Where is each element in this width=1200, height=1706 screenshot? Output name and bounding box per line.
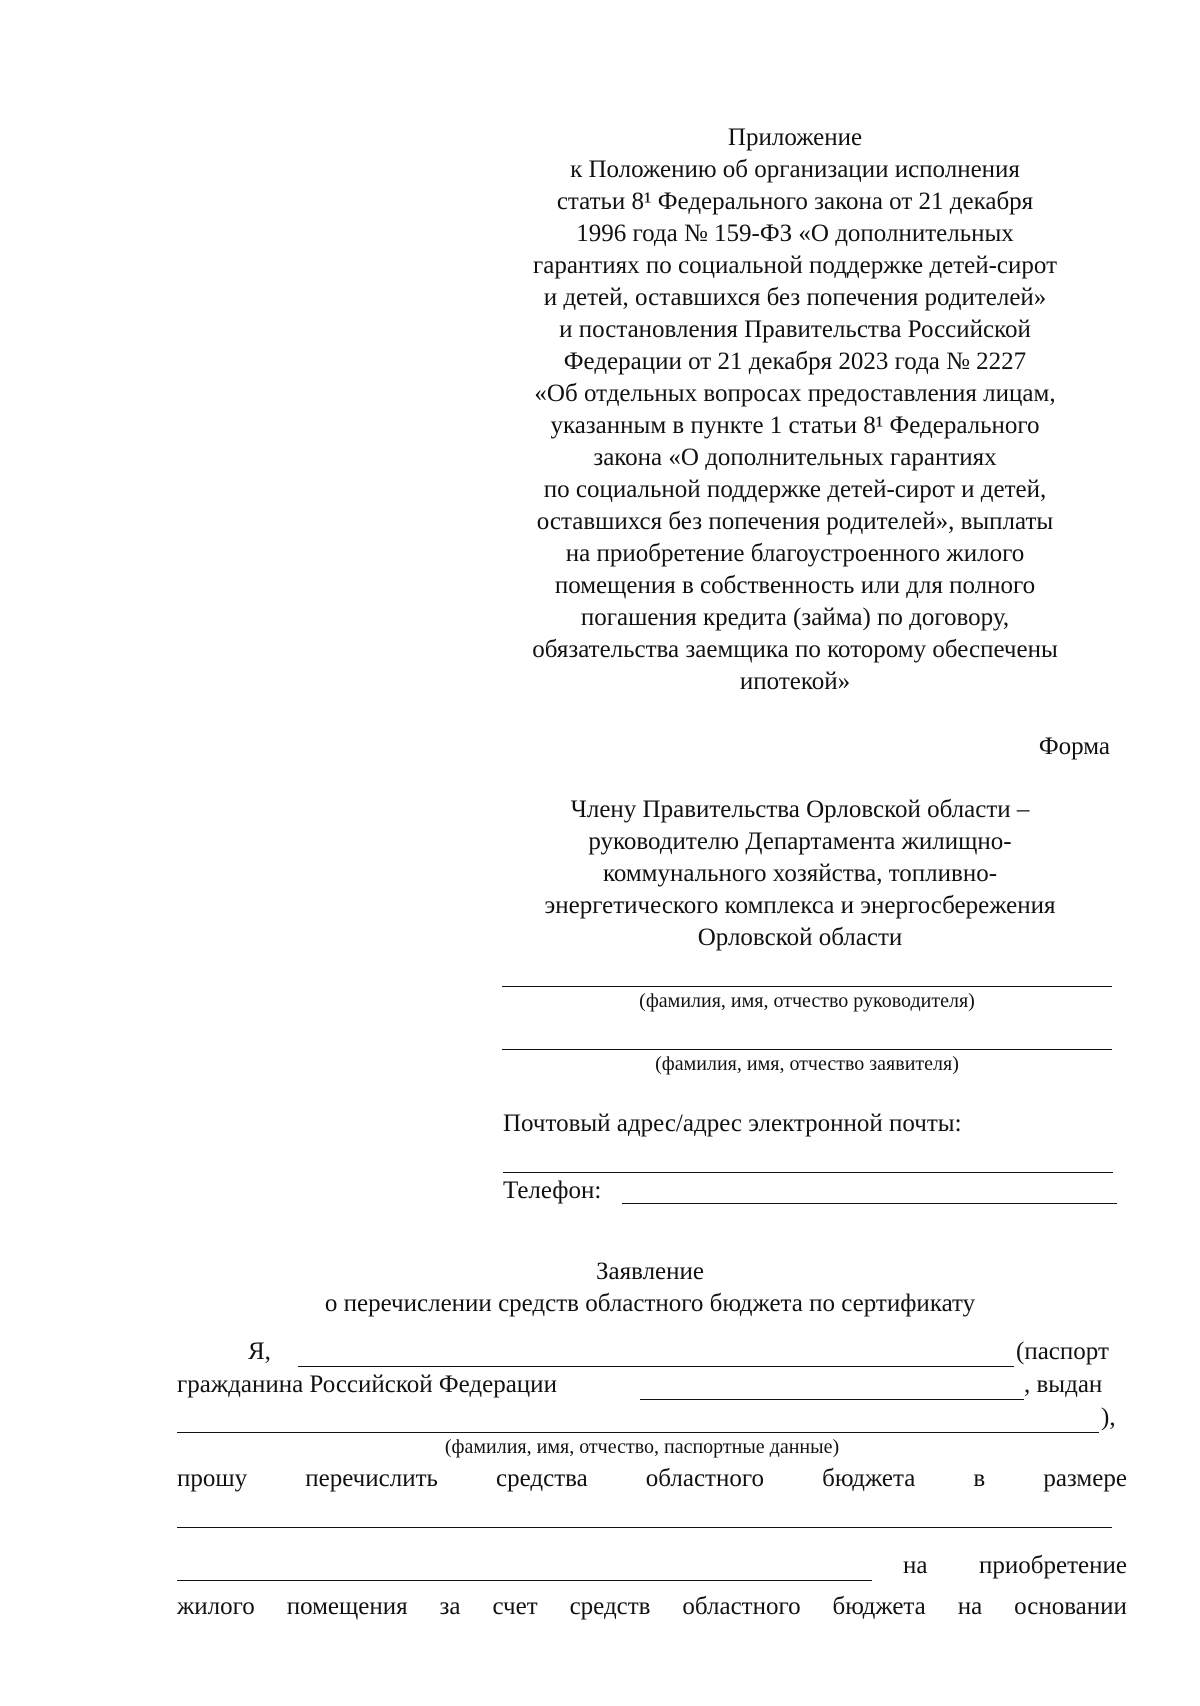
statement-line-3-end: ),: [1101, 1404, 1116, 1431]
word: бюджета: [822, 1465, 916, 1492]
appendix-line: гарантиях по социальной поддержке детей-сирот: [532, 252, 1057, 279]
addressee-line: Орловской области: [697, 924, 903, 951]
word: средств: [569, 1593, 651, 1620]
appendix-line: 1996 года № 159-ФЗ «О дополнительных: [576, 220, 1014, 247]
word: размере: [1043, 1465, 1127, 1492]
appendix-line: помещения в собственность или для полного: [554, 572, 1036, 599]
statement-line-7: [177, 1593, 1127, 1621]
word: на: [903, 1552, 928, 1579]
addressee-line: Члену Правительства Орловской области –: [570, 796, 1030, 823]
head-name-blank[interactable]: [502, 986, 1112, 987]
statement-line-1-end: (паспорт: [1016, 1338, 1109, 1365]
addressee-line: энергетического комплекса и энергосбережения: [544, 892, 1056, 919]
appendix-line: и детей, оставшихся без попечения родителей»: [543, 284, 1047, 311]
word: помещения: [286, 1593, 408, 1620]
word: на: [957, 1593, 983, 1620]
appendix-line: по социальной поддержке детей-сирот и детей,: [543, 476, 1047, 503]
addressee-line: руководителю Департамента жилищно-: [588, 828, 1012, 855]
word: счет: [492, 1593, 538, 1620]
word: приобретение: [979, 1552, 1127, 1579]
appendix-line: оставшихся без попечения родителей», выплаты: [536, 508, 1054, 535]
head-name-caption: (фамилия, имя, отчество руководителя): [639, 990, 975, 1012]
phone-blank[interactable]: [622, 1203, 1117, 1204]
appendix-line: закона «О дополнительных гарантиях: [593, 444, 997, 471]
amount-blank[interactable]: [177, 1527, 1112, 1528]
statement-line-4: [177, 1465, 1127, 1493]
word: основании: [1014, 1593, 1127, 1620]
word: прошу: [177, 1465, 248, 1492]
applicant-name-caption: (фамилия, имя, отчество заявителя): [655, 1053, 959, 1075]
appendix-line: «Об отдельных вопросах предоставления лицам,: [534, 380, 1056, 407]
statement-subtitle: о перечислении средств областного бюджета по сертификату: [324, 1290, 976, 1317]
addressee-block: [495, 794, 1105, 954]
appendix-line: на приобретение благоустроенного жилого: [565, 540, 1025, 567]
passport-data-caption: (фамилия, имя, отчество, паспортные данные): [444, 1436, 840, 1458]
appendix-line: обязательства заемщика по которому обеспечены: [532, 636, 1058, 663]
word: жилого: [177, 1593, 255, 1620]
word: средства: [496, 1465, 588, 1492]
appendix-line: статьи 8¹ Федерального закона от 21 декабря: [556, 188, 1034, 215]
statement-line-2-end: , выдан: [1024, 1371, 1103, 1398]
appendix-line: к Положению об организации исполнения: [570, 156, 1020, 183]
appendix-line: погашения кредита (займа) по договору,: [580, 604, 1010, 631]
statement-line-6: [903, 1552, 1127, 1580]
addressee-line: коммунального хозяйства, топливно-: [602, 860, 998, 887]
passport-number-blank[interactable]: [640, 1399, 1024, 1400]
form-label: Форма: [1038, 733, 1110, 760]
applicant-name-blank[interactable]: [502, 1049, 1112, 1050]
word: за: [439, 1593, 461, 1620]
phone-label: Телефон:: [503, 1177, 602, 1204]
word: в: [973, 1465, 986, 1492]
appendix-line: Федерации от 21 декабря 2023 года № 2227: [563, 348, 1027, 375]
amount-words-blank[interactable]: [177, 1580, 872, 1581]
word: бюджета: [832, 1593, 926, 1620]
full-name-blank[interactable]: [298, 1366, 1014, 1367]
passport-issued-blank[interactable]: [177, 1432, 1099, 1433]
statement-title: Заявление: [595, 1258, 705, 1285]
appendix-line: ипотекой»: [739, 668, 851, 695]
appendix-line: Приложение: [727, 124, 863, 151]
statement-line-1-start: Я,: [248, 1338, 271, 1365]
appendix-line: указанным в пункте 1 статьи 8¹ Федерального: [550, 412, 1040, 439]
postal-address-blank[interactable]: [503, 1172, 1113, 1173]
statement-line-2-start: гражданина Российской Федерации: [177, 1371, 557, 1398]
postal-address-label: Почтовый адрес/адрес электронной почты:: [503, 1110, 962, 1137]
word: перечислить: [305, 1465, 438, 1492]
appendix-line: и постановления Правительства Российской: [559, 316, 1031, 343]
word: областного: [682, 1593, 801, 1620]
word: областного: [645, 1465, 764, 1492]
appendix-header: [485, 122, 1105, 698]
